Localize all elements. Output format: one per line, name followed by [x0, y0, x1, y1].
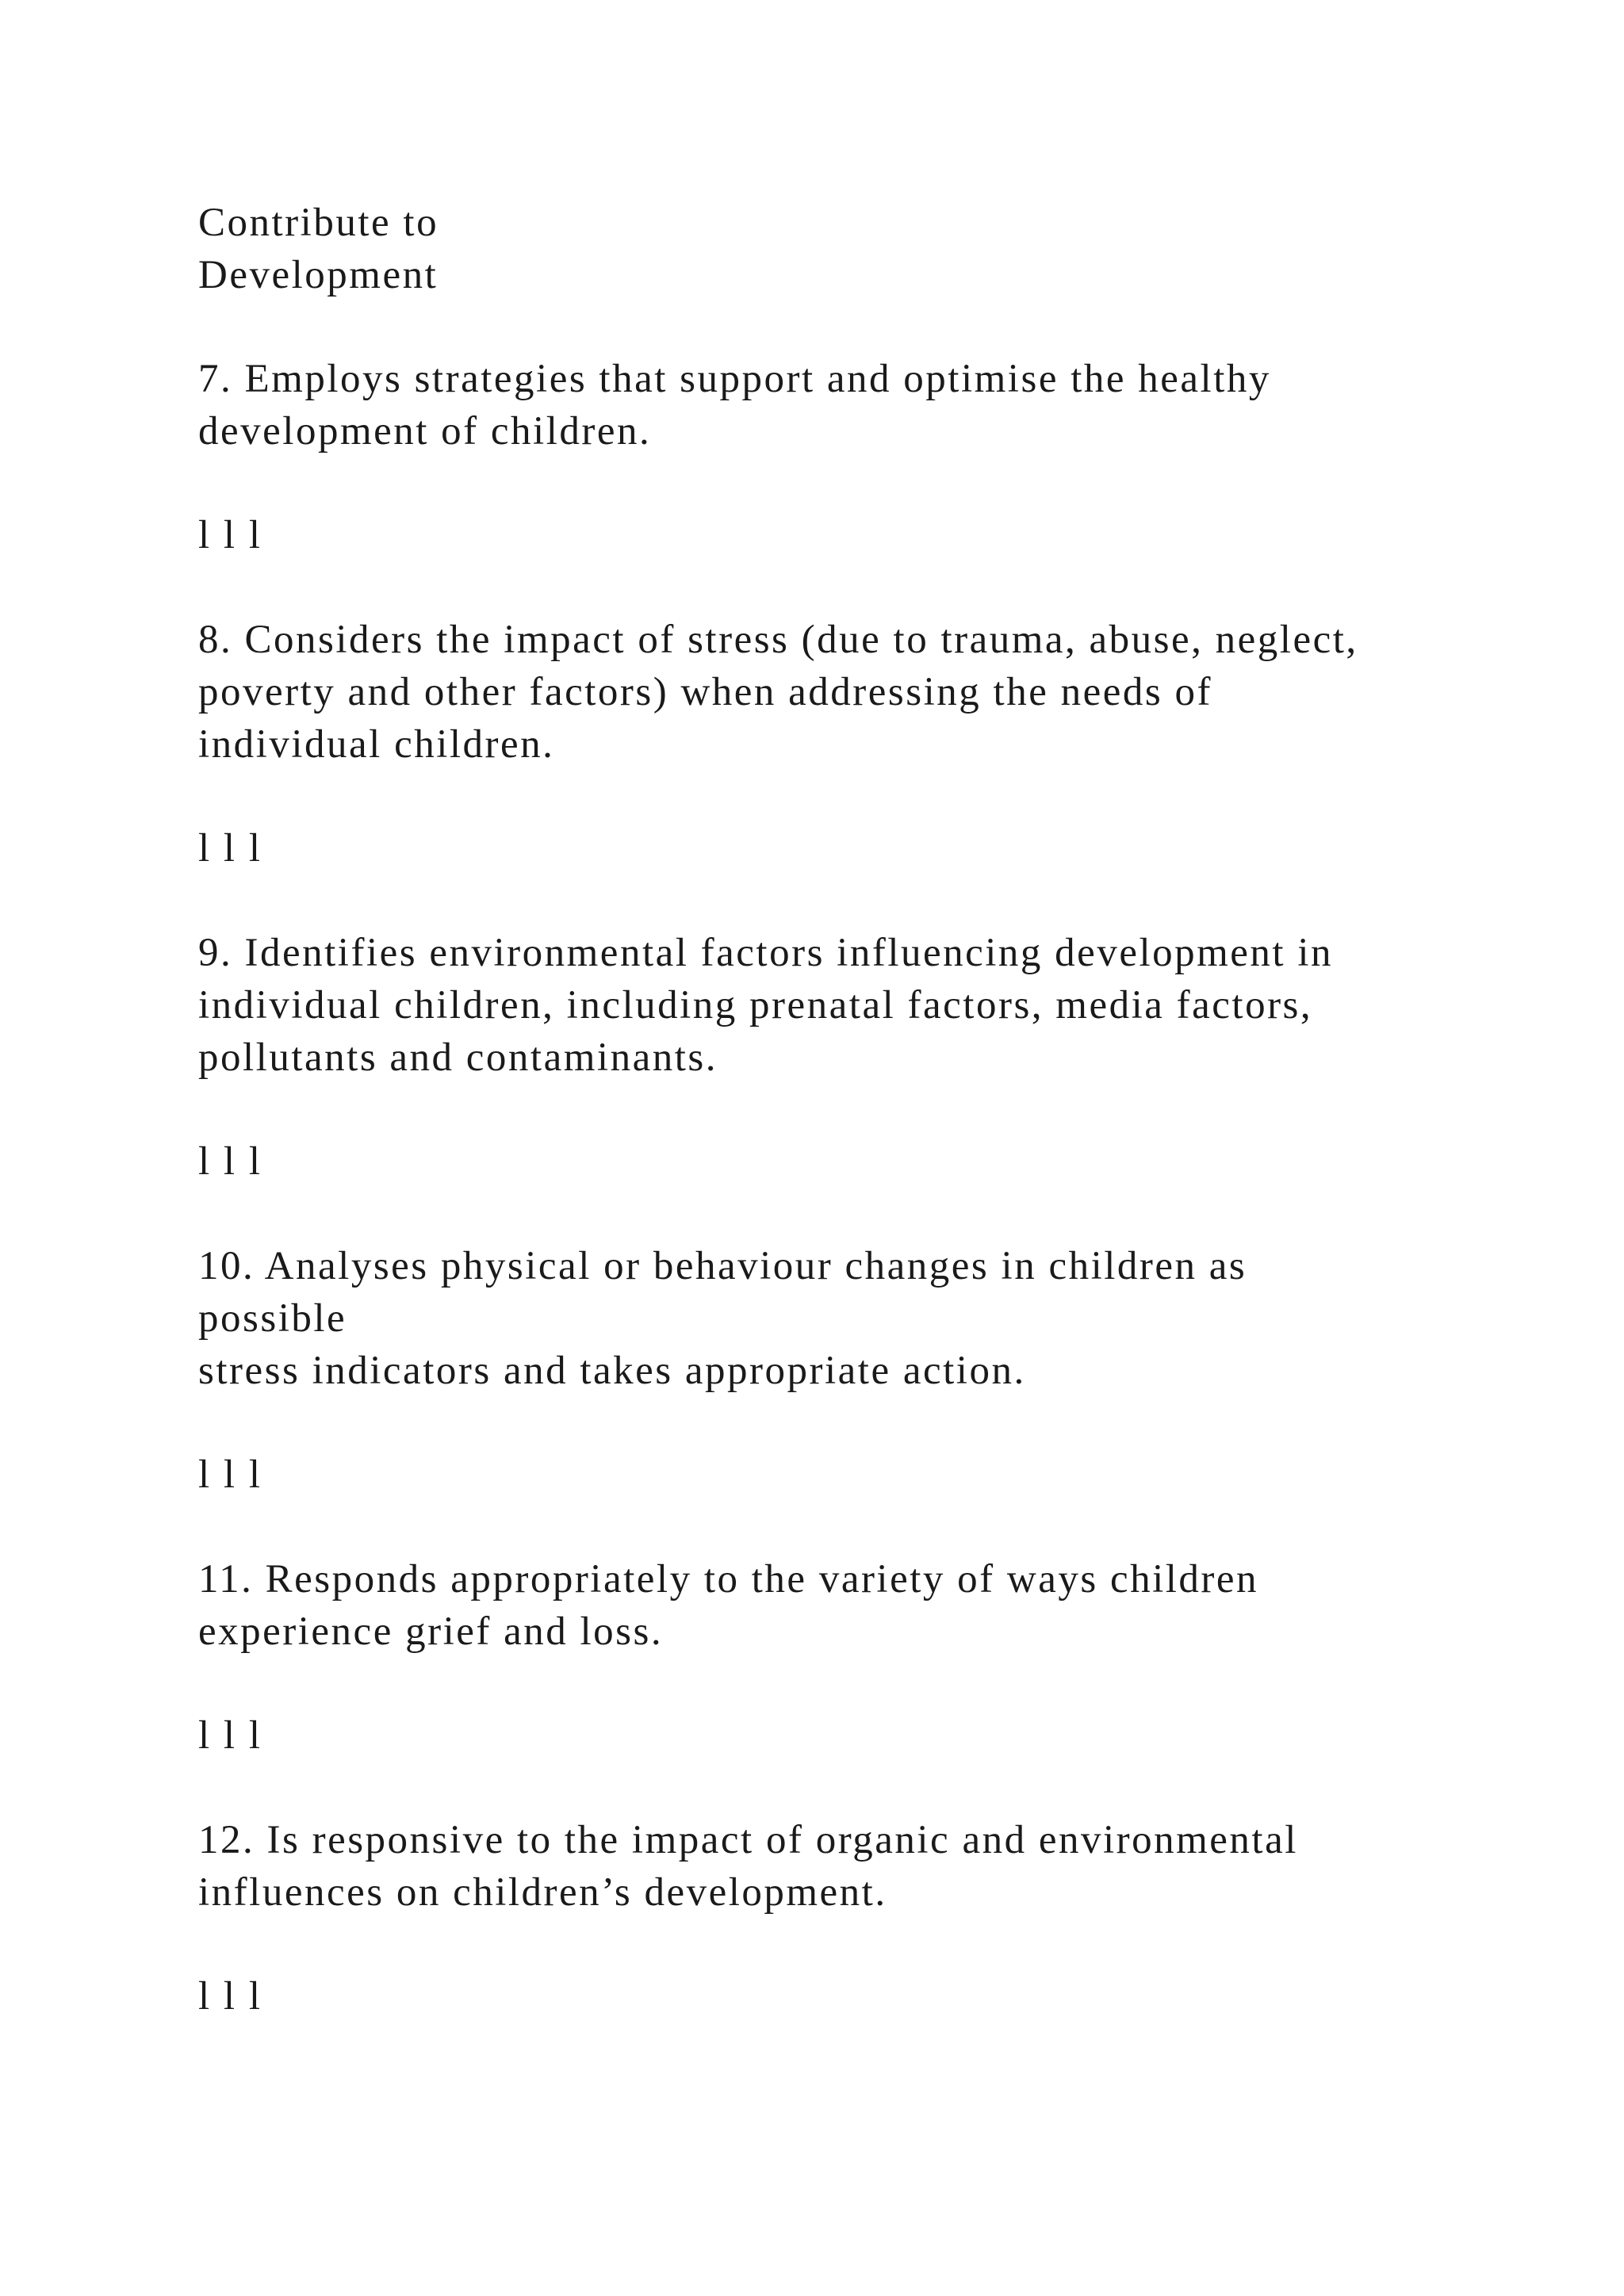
item-12-text-line-2: influences on children’s development.	[198, 1870, 887, 1915]
item-10-text-line-3: stress indicators and takes appropriate action.	[198, 1349, 1026, 1393]
item-9-text-line-3: pollutants and contaminants.	[198, 1035, 718, 1080]
item-11-text-line-2: experience grief and loss.	[198, 1609, 664, 1654]
item-10-text-line-1: 10. Analyses physical or behaviour changes in children as	[198, 1244, 1247, 1288]
item-9-rating: l l l	[198, 1139, 262, 1184]
item-8-text-line-1: 8. Considers the impact of stress (due to trauma, abuse, neglect,	[198, 618, 1358, 662]
item-9-text-line-2: individual children, including prenatal factors, media factors,	[198, 983, 1313, 1027]
item-8-rating: l l l	[198, 826, 262, 871]
item-12-text-line-1: 12. Is responsive to the impact of organic and environmental	[198, 1818, 1298, 1862]
item-9-text-line-1: 9. Identifies environmental factors influencing development in	[198, 931, 1334, 975]
item-10-text-line-2: possible	[198, 1296, 347, 1341]
section-heading-line-1: Contribute to	[198, 201, 439, 245]
item-8-text-line-2: poverty and other factors) when addressing the needs of	[198, 670, 1212, 714]
item-12-rating: l l l	[198, 1974, 262, 2019]
item-11-rating: l l l	[198, 1713, 262, 1758]
item-10-rating: l l l	[198, 1452, 262, 1497]
item-7-rating: l l l	[198, 513, 262, 557]
section-heading-line-2: Development	[198, 253, 439, 297]
item-8-text-line-3: individual children.	[198, 722, 555, 767]
item-7-text-line-1: 7. Employs strategies that support and optimise the healthy	[198, 357, 1271, 401]
item-7-text-line-2: development of children.	[198, 409, 652, 453]
item-11-text-line-1: 11. Responds appropriately to the variety of ways children	[198, 1557, 1259, 1601]
